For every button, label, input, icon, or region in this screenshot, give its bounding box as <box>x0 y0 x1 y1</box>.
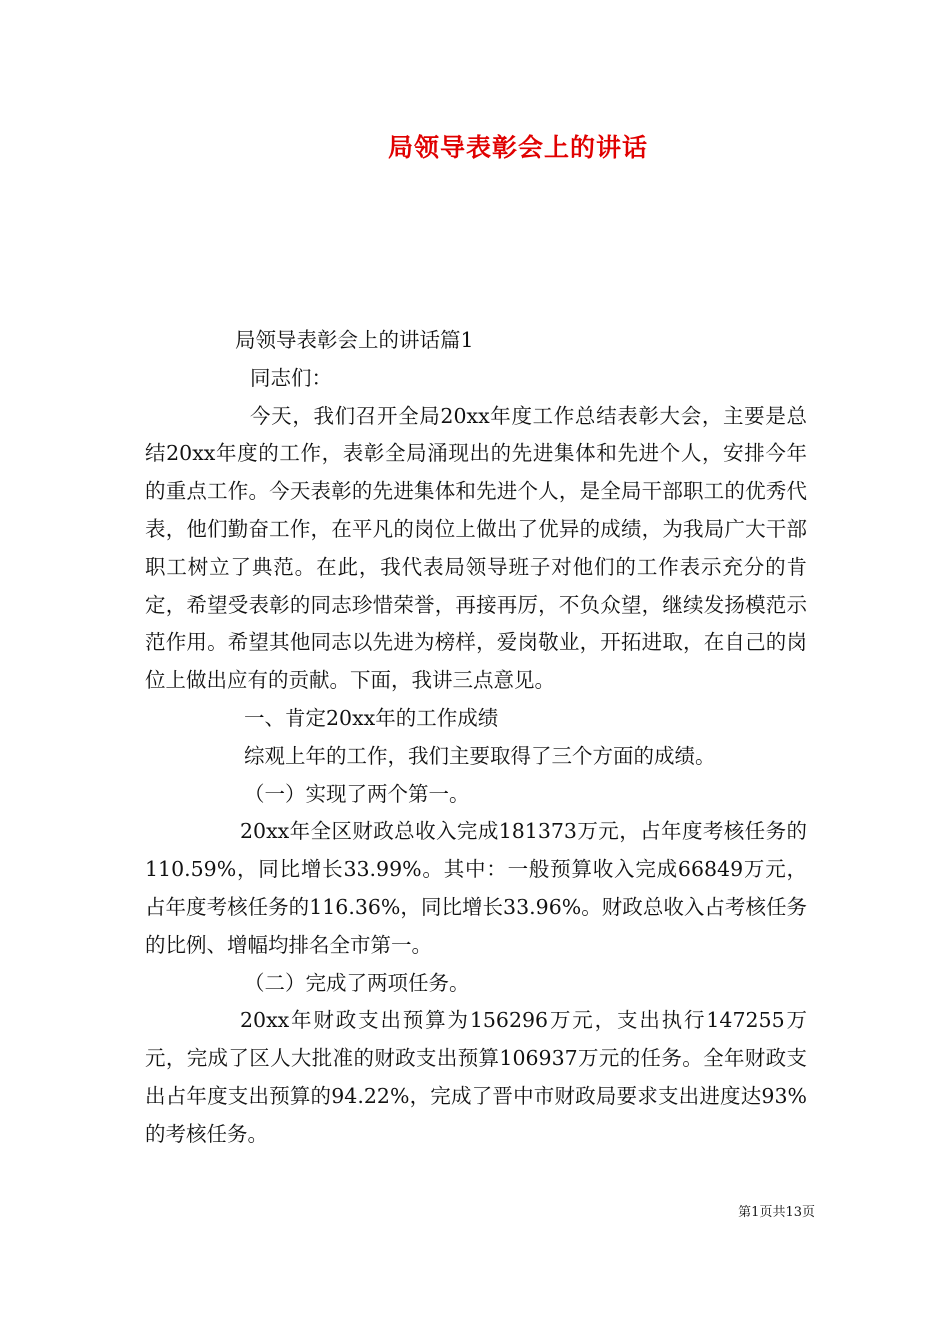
subheading-two: （二）完成了两项任务。 <box>244 970 470 995</box>
paragraph-summary: 综观上年的工作，我们主要取得了三个方面的成绩。 <box>244 743 716 768</box>
subheading-one: （一）实现了两个第一。 <box>244 781 470 806</box>
heading-part-one: 一、肯定20xx年的工作成绩 <box>244 705 499 730</box>
document-title: 局领导表彰会上的讲话 <box>387 133 648 162</box>
paragraph-expenditure: 20xx年财政支出预算为156296万元，支出执行147255万元，完成了区人大批准的财政支出预算106937万元的任务。全年财政支出占年度支出预算的94.22%，完成了晋中市财政局要求支出进度达93%的考核任务。 <box>145 1008 807 1146</box>
section-heading: 局领导表彰会上的讲话篇1 <box>235 328 474 352</box>
page-number: 第1页共13页 <box>738 1205 815 1220</box>
paragraph-revenue: 20xx年全区财政总收入完成181373万元，占年度考核任务的110.59%，同比增长33.99%。其中：一般预算收入完成66849万元，占年度考核任务的116.36%，同比增长33.96%。财政总收入占考核任务的比例、增幅均排名全市第一。 <box>145 819 807 957</box>
paragraph-intro: 今天，我们召开全局20xx年度工作总结表彰大会，主要是总结20xx年度的工作，表彰全局涌现出的先进集体和先进个人，安排今年的重点工作。今天表彰的先进集体和先进个人，是全局干部职工的优秀代表，他们勤奋工作，在平凡的岗位上做出了优异的成绩，为我局广大干部职工树立了典范。在此，我代表局领导班子对他们的工作表示充分的肯定，希望受表彰的同志珍惜荣誉，再接再厉，不负众望，继续发扬模范示范作用。希望其他同志以先进为榜样，爱岗敬业，开拓进取，在自己的岗位上做出应有的贡献。下面，我讲三点意见。 <box>145 403 807 693</box>
salutation: 同志们： <box>250 365 332 390</box>
document-body <box>145 322 807 1154</box>
